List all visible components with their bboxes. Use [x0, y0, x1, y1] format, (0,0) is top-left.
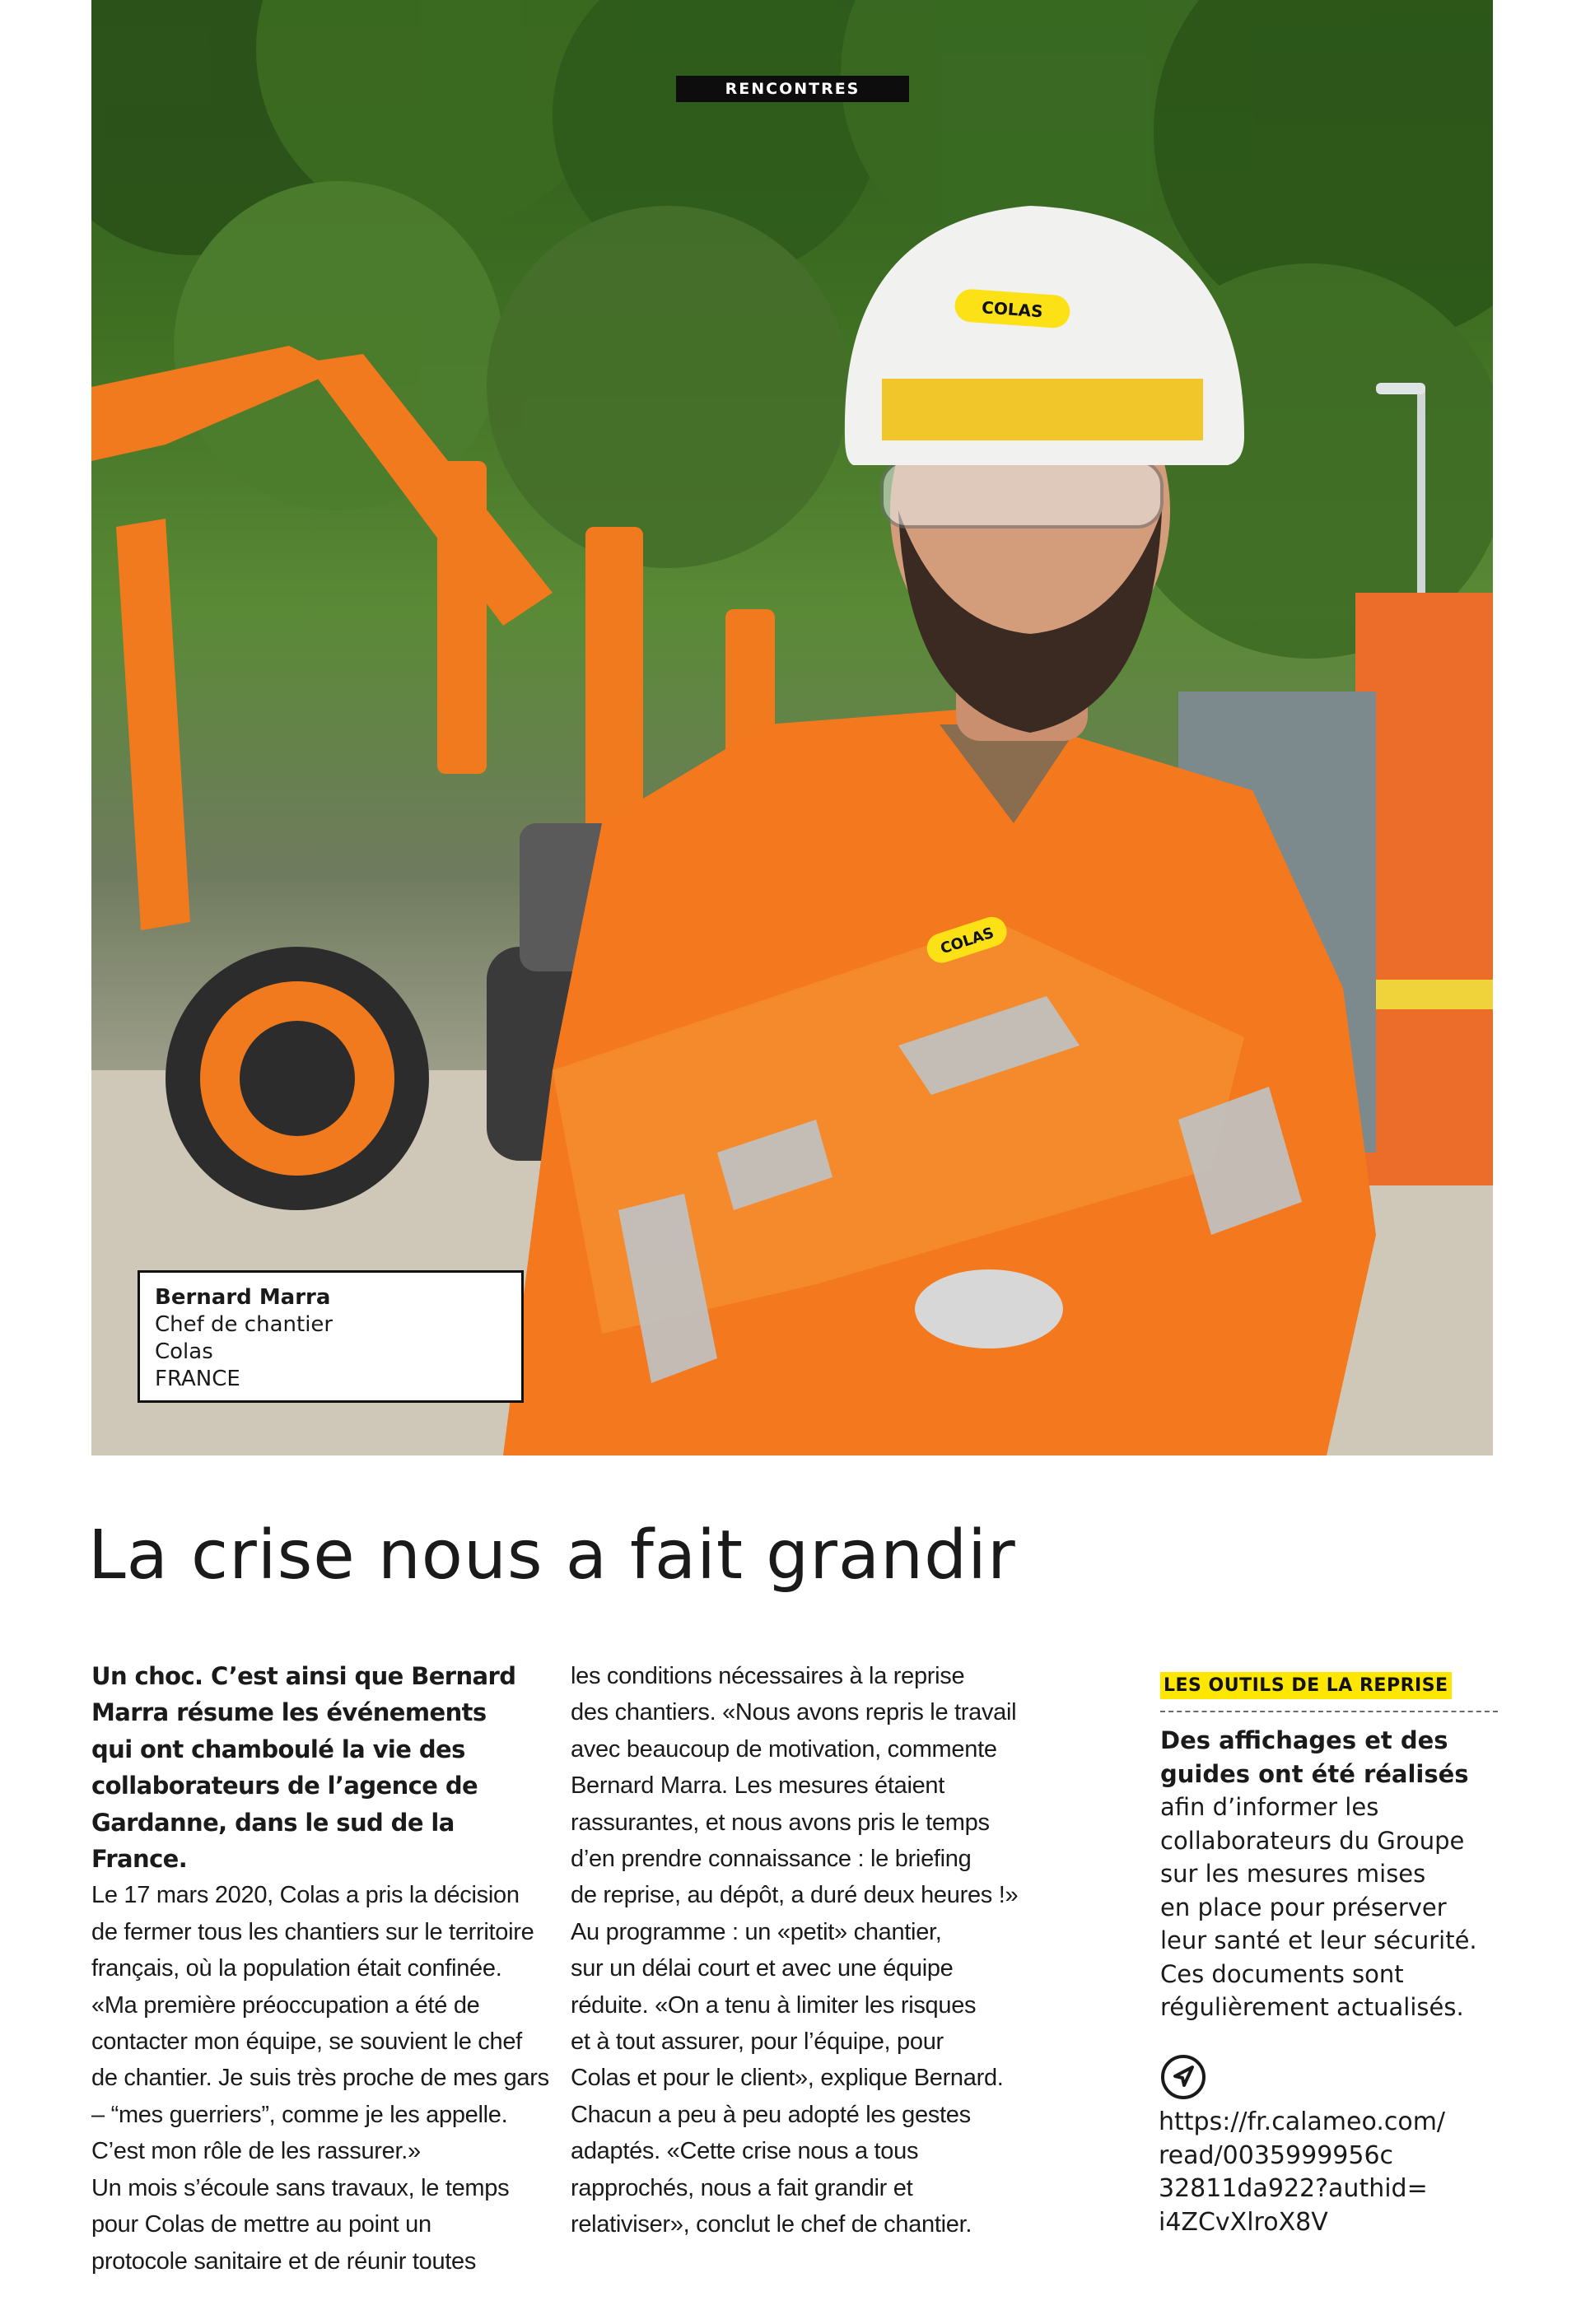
body-line: contacter mon équipe, se souvient le chef [91, 2028, 522, 2056]
body-line: rapprochés, nous a fait grandir et [571, 2174, 913, 2201]
body-line: d’en prendre connaissance : le briefing [571, 1846, 972, 1873]
hero-photo [91, 0, 1493, 1455]
caption-role: Chef de chantier [155, 1312, 333, 1337]
sidebar-bold-line: guides ont été réalisés [1160, 1759, 1469, 1788]
body-line: C’est mon rôle de les rassurer.» [91, 2138, 421, 2165]
sidebar-line: en place pour préserver [1160, 1893, 1447, 1921]
body-line: et à tout assurer, pour l’équipe, pour [571, 2028, 944, 2056]
navigation-arrow-icon [1160, 2054, 1206, 2100]
body-line: Le 17 mars 2020, Colas a pris la décision [91, 1882, 520, 1909]
caption-company: Colas [155, 1339, 213, 1364]
sidebar-line: leur santé et leur sécurité. [1160, 1926, 1477, 1954]
body-line: français, où la population était confinée. [91, 1955, 502, 1982]
body-line: réduite. «On a tenu à limiter les risques [571, 1991, 977, 2019]
caption-country: FRANCE [155, 1367, 240, 1391]
body-line: Au programme : un «petit» chantier, [571, 1918, 942, 1945]
body-line: pour Colas de mettre au point un [91, 2211, 431, 2238]
sidebar-divider [1160, 1711, 1498, 1712]
sidebar-box [1160, 1672, 1498, 2024]
body-line: de reprise, au dépôt, a duré deux heures !» [571, 1882, 1019, 1909]
link-line[interactable]: read/0035999956c [1159, 2140, 1394, 2170]
body-line: rassurantes, et nous avons pris le temps [571, 1809, 990, 1836]
article-column-2 [571, 1658, 1032, 2243]
body-line: Colas et pour le client», explique Bernard. [571, 2065, 1004, 2092]
article-headline: La crise nous a fait grandir [88, 1516, 1016, 1595]
body-line: de chantier. Je suis très proche de mes gars [91, 2065, 549, 2092]
body-line: Bernard Marra. Les mesures étaient [571, 1772, 945, 1800]
body-line: les conditions nécessaires à la reprise [571, 1663, 965, 1689]
sidebar-line: collaborateurs du Groupe [1160, 1826, 1465, 1855]
body-line: protocole sanitaire et de réunir toutes [91, 2247, 477, 2275]
shirt-logo-text: COLAS [938, 924, 996, 958]
link-line[interactable]: https://fr.calameo.com/ [1159, 2107, 1446, 2136]
body-line: «Ma première préoccupation a été de [91, 1991, 480, 2019]
section-tag: RENCONTRES [676, 76, 909, 102]
lead-line: Un choc. C’est ainsi que Bernard [91, 1662, 516, 1690]
body-line: relativiser», conclut le chef de chantier. [571, 2211, 972, 2238]
body-line: sur un délai court et avec une équipe [571, 1955, 954, 1982]
body-line: Chacun a peu à peu adopté les gestes [571, 2101, 971, 2128]
sidebar-text [1160, 1724, 1498, 2024]
lead-line: Gardanne, dans le sud de la France. [91, 1808, 455, 1874]
body-line: Un mois s’écoule sans travaux, le temps [91, 2174, 510, 2201]
lead-line: qui ont chamboulé la vie des [91, 1735, 465, 1763]
body-line: des chantiers. «Nous avons repris le travail [571, 1699, 1017, 1726]
worker-portrait-illustration [91, 0, 1493, 1455]
caption-name: Bernard Marra [155, 1285, 331, 1310]
sidebar-line: sur les mesures mises [1160, 1860, 1426, 1888]
helmet-logo-text: COLAS [981, 297, 1044, 322]
article-column-1 [91, 1658, 553, 2280]
link-line[interactable]: 32811da922?authid= [1159, 2174, 1428, 2203]
body-line: adaptés. «Cette crise nous a tous [571, 2138, 919, 2165]
lead-line: Marra résume les événements [91, 1698, 487, 1727]
link-line[interactable]: i4ZCvXlroX8V [1159, 2207, 1328, 2237]
body-line: – “mes guerriers”, comme je les appelle. [91, 2101, 508, 2128]
photo-caption [138, 1270, 524, 1403]
body-line: de fermer tous les chantiers sur le territoire [91, 1918, 534, 1945]
sidebar-label: LES OUTILS DE LA REPRISE [1160, 1672, 1452, 1699]
sidebar-line: Ces documents sont [1160, 1959, 1404, 1988]
document-link[interactable] [1159, 2106, 1496, 2239]
lead-line: collaborateurs de l’agence de [91, 1772, 478, 1800]
sidebar-line: afin d’informer les [1160, 1793, 1379, 1821]
sidebar-bold-line: Des affichages et des [1160, 1726, 1448, 1754]
body-line: avec beaucoup de motivation, commente [571, 1735, 997, 1763]
sidebar-line: régulièrement actualisés. [1160, 1993, 1464, 2021]
